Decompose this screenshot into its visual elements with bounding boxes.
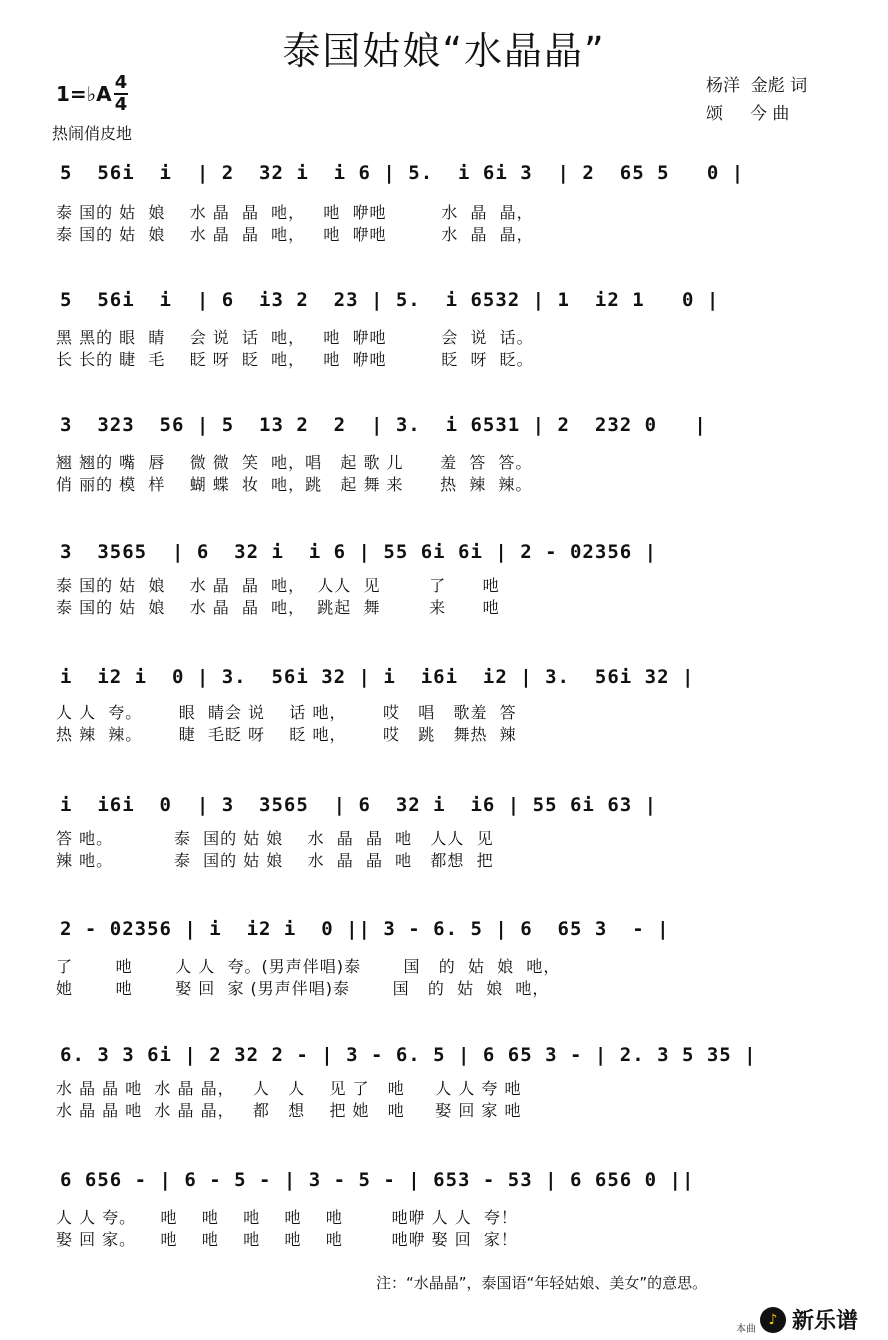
lyrics-verse-2: 泰 国的 姑 娘 水 晶 晶 吔， 吔 咿吔 水 晶 晶， [56,225,534,244]
lyrics-verse-2: 她 吔 娶 回 家 (男声伴唱)泰 国 的 姑 娘 吔， [56,979,550,998]
lyrics-verse-2: 热 辣 辣。 睫 毛眨 呀 眨 吔， 哎 跳 舞热 辣 [56,725,517,744]
page-title: 泰国姑娘“水晶晶” [282,29,606,73]
lyrics-verse-2: 水 晶 晶 吔 水 晶 晶， 都 想 把 她 吔 娶 回 家 吔 [56,1101,522,1120]
lyrics-verse-1: 黑 黑的 眼 睛 会 说 话 吔， 吔 咿吔 会 说 话。 [56,328,534,347]
meter-bottom: 4 [114,94,128,115]
notes-row: i i2 i 0 | 3. 56i 32 | i i6i i2 | 3. 56i 32 | [60,666,695,688]
meter-top: 4 [114,72,128,93]
lyrics-verse-2: 娶 回 家。 吔 吔 吔 吔 吔 吔咿 娶 回 家！ [56,1230,518,1249]
notes-row: 2 - 02356 | i i2 i 0 || 3 - 6. 5 | 6 65 3 - | [60,918,670,940]
notes-row: 5 56i i | 2 32 i i 6 | 5. i 6i 3 | 2 65 5 0 | [60,162,745,184]
lyrics-verse-2: 泰 国的 姑 娘 水 晶 晶 吔， 跳起 舞 来 吔 [56,598,500,617]
key-signature: 1=♭A [56,82,112,106]
lyrics-verse-2: 辣 吔。 泰 国的 姑 娘 水 晶 晶 吔 都想 把 [56,851,494,870]
lyrics-verse-2: 长 长的 睫 毛 眨 呀 眨 吔， 吔 咿吔 眨 呀 眨。 [56,350,534,369]
notes-row: 6. 3 3 6i | 2 32 2 - | 3 - 6. 5 | 6 65 3 - | 2. 3 5 35 | [60,1044,757,1066]
lyrics-verse-1: 了 吔 人 人 夸。(男声伴唱)泰 国 的 姑 娘 吔， [56,957,561,976]
notes-row: 6 656 - | 6 - 5 - | 3 - 5 - | 653 - 53 | 6 656 0 || [60,1169,695,1191]
notes-row: 5 56i i | 6 i3 2 23 | 5. i 6532 | 1 i2 1 0 | [60,289,720,311]
lyrics-verse-1: 人 人 夸。 吔 吔 吔 吔 吔 吔咿 人 人 夸！ [56,1208,518,1227]
notes-row: i i6i 0 | 3 3565 | 6 32 i i6 | 55 6i 63 | [60,794,658,816]
lyrics-verse-1: 泰 国的 姑 娘 水 晶 晶 吔， 吔 咿吔 水 晶 晶， [56,203,534,222]
notes-row: 3 3565 | 6 32 i i 6 | 55 6i 6i | 2 - 02356 | [60,541,658,563]
credits [706,72,807,128]
logo-text: 新乐谱 [792,1309,859,1334]
lyrics-verse-1: 答 吔。 泰 国的 姑 娘 水 晶 晶 吔 人人 见 [56,829,494,848]
lyrics-verse-1: 水 晶 晶 吔 水 晶 晶， 人 人 见 了 吔 人 人 夸 吔 [56,1079,522,1098]
footnote: 注：“水晶晶”，泰国语“年轻姑娘、美女”的意思。 [376,1274,708,1292]
lyrics-verse-1: 人 人 夸。 眼 睛会 说 话 吔， 哎 唱 歌羞 答 [56,703,517,722]
lyrics-verse-1: 翘 翘的 嘴 唇 微 微 笑 吔，唱 起 歌 儿 羞 答 答。 [56,453,533,472]
notes-row: 3 323 56 | 5 13 2 2 | 3. i 6531 | 2 232 0 | [60,414,707,436]
lyrics-verse-2: 俏 丽的 模 样 蝴 蝶 妆 吔，跳 起 舞 来 热 辣 辣。 [56,475,533,494]
time-signature [114,74,128,114]
music-note-icon: ♪ [760,1307,786,1333]
site-logo [760,1304,858,1335]
side-text: 本曲 [736,1324,756,1335]
lyrics-verse-1: 泰 国的 姑 娘 水 晶 晶 吔， 人人 见 了 吔 [56,576,500,595]
lyricist-credit: 杨洋 金彪 词 [706,76,808,96]
tempo-marking: 热闹俏皮地 [52,124,133,143]
composer-credit: 颂 今 曲 [706,104,790,124]
